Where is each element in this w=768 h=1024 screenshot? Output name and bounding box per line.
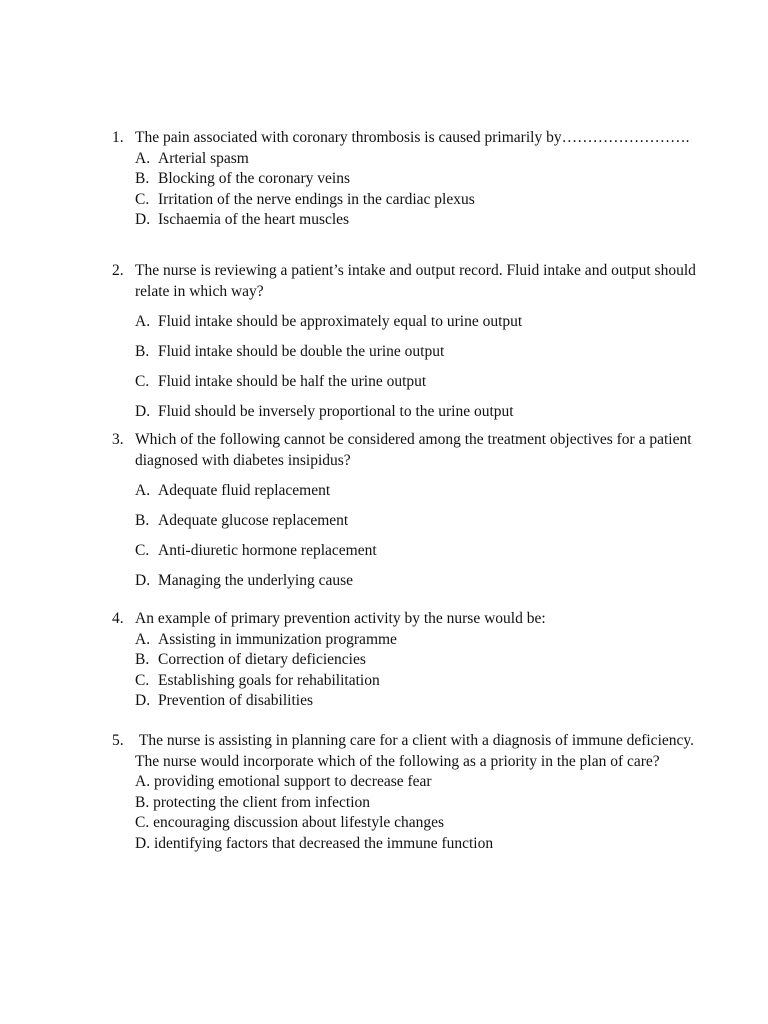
option-text: Fluid intake should be double the urine output	[158, 342, 445, 360]
option-letter: A.	[135, 149, 151, 167]
option-text: Assisting in immunization programme	[158, 630, 397, 648]
option-d	[112, 210, 702, 231]
option-letter: C.	[135, 190, 150, 208]
question-stem: The nurse is assisting in planning care for a client with a diagnosis of immune deficiency. The nurse would incorporate which of the following as a priority in the plan of care?	[135, 732, 698, 770]
option-text: encouraging discussion about lifestyle changes	[153, 814, 445, 831]
question-number: 1.	[112, 129, 124, 146]
question-stem: The nurse is reviewing a patient’s intake and output record. Fluid intake and output should relate in which way?	[135, 262, 696, 300]
option-letter: B.	[135, 511, 150, 529]
option-a	[112, 149, 702, 170]
question-4-stem-line	[112, 609, 702, 630]
question-stem: Which of the following cannot be considered among the treatment objectives for a patient diagnosed with diabetes insipidus?	[135, 431, 692, 469]
option-text: identifying factors that decreased the immune function	[153, 834, 494, 852]
option-a	[112, 772, 702, 793]
option-letter: B.	[135, 342, 150, 360]
option-text: Fluid intake should be approximately equal to urine output	[158, 312, 523, 330]
question-2-stem-line	[112, 261, 702, 302]
option-letter: A.	[135, 773, 151, 790]
option-c	[112, 190, 702, 211]
option-c	[112, 813, 702, 834]
question-number: 5.	[112, 732, 124, 749]
option-b	[112, 511, 702, 532]
option-text: Fluid should be inversely proportional to the urine output	[158, 402, 514, 420]
option-text: Ischaemia of the heart muscles	[158, 211, 350, 228]
option-text: Managing the underlying cause	[158, 571, 353, 589]
option-text: Irritation of the nerve endings in the cardiac plexus	[158, 190, 475, 208]
option-d	[112, 571, 702, 592]
question-5	[112, 731, 702, 854]
option-a	[112, 481, 702, 502]
option-letter: B.	[135, 793, 150, 811]
question-1-stem-line	[112, 128, 702, 149]
question-5-stem-line	[112, 731, 702, 772]
question-number: 2.	[112, 262, 124, 279]
option-letter: C.	[135, 372, 150, 390]
option-c	[112, 671, 702, 692]
option-d	[112, 402, 702, 423]
option-text: Arterial spasm	[158, 149, 249, 167]
question-number: 3.	[112, 431, 124, 448]
option-text: Adequate glucose replacement	[158, 511, 349, 529]
question-2	[112, 261, 702, 422]
option-letter: A.	[135, 481, 151, 499]
option-letter: B.	[135, 651, 150, 668]
option-text: Correction of dietary deficiencies	[158, 651, 366, 668]
option-text: protecting the client from infection	[153, 793, 371, 811]
option-b	[112, 650, 702, 671]
option-letter: D.	[135, 402, 151, 420]
option-letter: A.	[135, 312, 151, 330]
option-text: Adequate fluid replacement	[158, 481, 331, 499]
option-text: Blocking of the coronary veins	[158, 170, 350, 187]
option-a	[112, 630, 702, 651]
option-text: Prevention of disabilities	[158, 692, 313, 709]
option-text: Establishing goals for rehabilitation	[158, 671, 380, 689]
option-letter: C.	[135, 814, 150, 831]
option-d	[112, 691, 702, 712]
option-letter: D.	[135, 692, 151, 709]
question-1	[112, 128, 702, 231]
option-c	[112, 541, 702, 562]
question-number: 4.	[112, 610, 124, 627]
option-letter: C.	[135, 671, 150, 689]
question-stem: An example of primary prevention activity by the nurse would be:	[135, 610, 546, 627]
option-letter: A.	[135, 630, 151, 648]
option-text: Anti-diuretic hormone replacement	[158, 541, 377, 559]
option-d	[112, 834, 702, 855]
option-letter: D.	[135, 834, 151, 852]
question-4	[112, 609, 702, 712]
option-text: providing emotional support to decrease fear	[153, 773, 432, 790]
question-stem: The pain associated with coronary thrombosis is caused primarily by…………………….	[135, 129, 690, 146]
question-3	[112, 430, 702, 591]
option-b	[112, 342, 702, 363]
option-c	[112, 372, 702, 393]
option-letter: D.	[135, 211, 151, 228]
option-letter: B.	[135, 170, 150, 187]
question-3-stem-line	[112, 430, 702, 471]
option-letter: D.	[135, 571, 151, 589]
option-b	[112, 169, 702, 190]
option-b	[112, 793, 702, 814]
option-letter: C.	[135, 541, 150, 559]
option-a	[112, 312, 702, 333]
option-text: Fluid intake should be half the urine output	[158, 372, 427, 390]
